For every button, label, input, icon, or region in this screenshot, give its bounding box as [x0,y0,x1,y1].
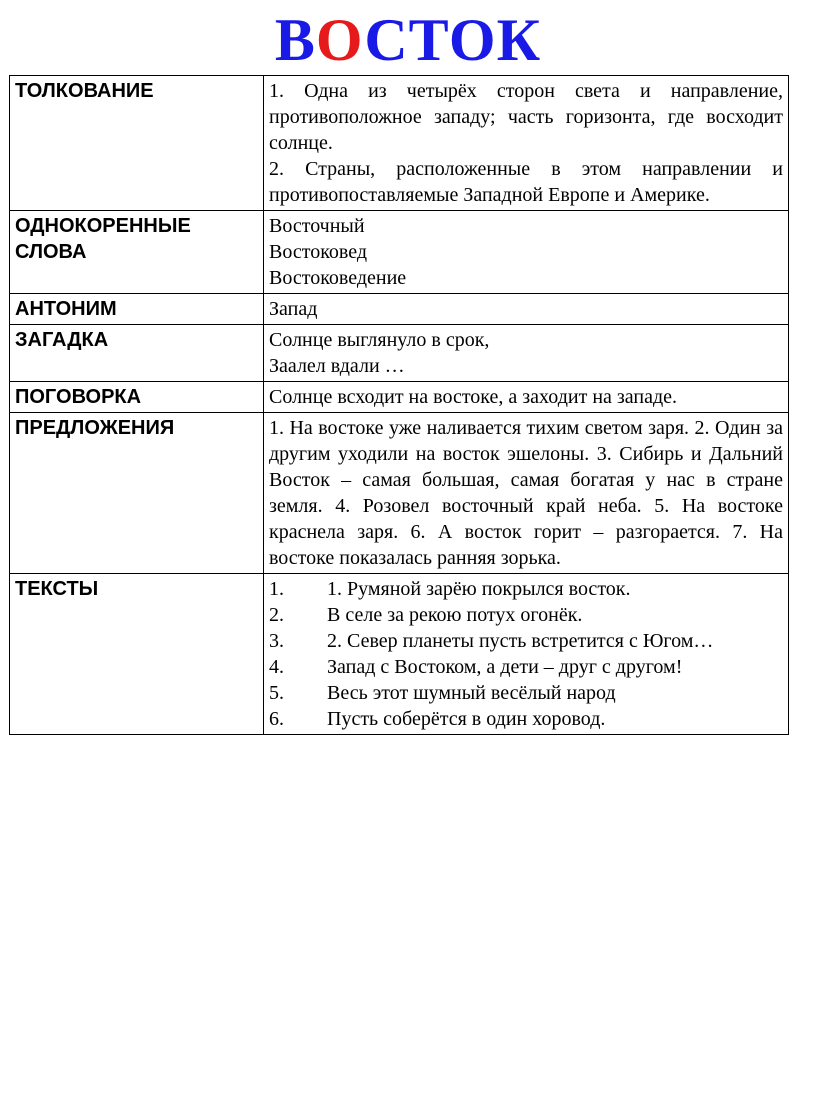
row-label: ТЕКСТЫ [10,574,264,735]
text-item [269,706,783,732]
title-letter: С [364,7,409,73]
row-predlozheniya [10,413,789,574]
row-zagadka [10,325,789,382]
text-item-number: 6. [269,708,284,730]
riddle-line: Солнце выглянуло в срок, [269,329,490,351]
title-letter: К [496,7,542,73]
row-antonim [10,294,789,325]
row-tolkovanie [10,76,789,211]
riddle-line: Заалел вдали … [269,355,405,377]
title-letter: Т [408,7,449,73]
text-item [269,680,783,706]
title-letter: О [448,7,497,73]
row-teksty [10,574,789,735]
row-label: ПОГОВОРКА [10,382,264,413]
text-item [269,628,783,654]
related-word: Востоковедение [269,267,407,289]
antonym-value: Запад [264,294,789,325]
saying-value: Солнце всходит на востоке, а заходит на западе. [264,382,789,413]
related-words-cell [264,211,789,294]
row-odnokorennye [10,211,789,294]
row-label: АНТОНИМ [10,294,264,325]
row-label: ТОЛКОВАНИЕ [10,76,264,211]
sentences-value: 1. На востоке уже наливается тихим светом заря. 2. Один за другим уходили на восток эшелоны. 3. Сибирь и Дальний Восток – самая большая, самая богатая у нас в стране земля. 4. Розовел восточный край неба. 5. На востоке краснела заря. 6. А восток горит – разгорается. 7. На востоке показалась ранняя зорька. [264,413,789,574]
definition-cell [264,76,789,211]
text-item-text: В селе за рекою потух огонёк. [327,604,583,626]
text-item-text: Весь этот шумный весёлый народ [327,682,616,704]
page-title [0,6,816,74]
definition-2: 2. Страны, расположенные в этом направлении и противопоставляемые Западной Европе и Америке. [269,158,783,206]
row-label: ЗАГАДКА [10,325,264,382]
text-item [269,654,783,680]
row-pogovorka [10,382,789,413]
text-item-number: 3. [269,630,284,652]
word-card-table [9,75,789,735]
row-label: ПРЕДЛОЖЕНИЯ [10,413,264,574]
texts-cell [264,574,789,735]
text-item-number: 5. [269,682,284,704]
text-item-text: Запад с Востоком, а дети – друг с другом! [327,656,683,678]
text-item-text: Пусть соберётся в один хоровод. [327,708,606,730]
related-word: Востоковед [269,241,368,263]
related-word: Восточный [269,215,365,237]
title-letter: О [315,7,365,73]
text-item [269,576,783,602]
riddle-cell [264,325,789,382]
text-item-number: 1. [269,578,284,600]
row-label: ОДНОКОРЕННЫЕ СЛОВА [10,211,264,294]
text-item-number: 2. [269,604,284,626]
definition-1: 1. Одна из четырёх сторон света и направление, противоположное западу; часть горизонта, где восходит солнце. [269,80,783,154]
text-item-number: 4. [269,656,284,678]
text-item-text: 1. Румяной зарёю покрылся восток. [327,578,631,600]
title-letter: В [274,7,316,73]
text-item-text: 2. Север планеты пусть встретится с Югом… [327,630,714,652]
text-item [269,602,783,628]
